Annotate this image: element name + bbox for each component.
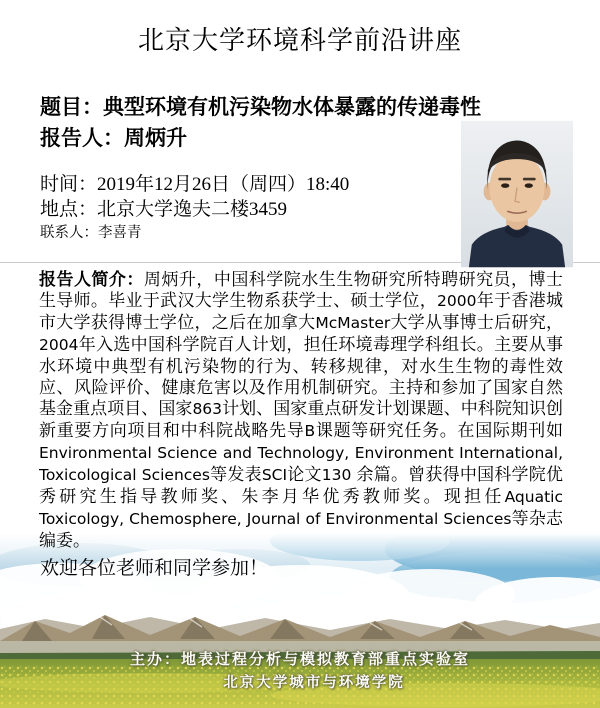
topic-line (40, 91, 481, 121)
eyebrow-left (498, 178, 511, 181)
organizer-line-2: 北京大学城市与环境学院 (223, 675, 405, 691)
eye-left (501, 183, 509, 188)
speaker-value: 周炳升 (124, 126, 187, 150)
welcome-line: 欢迎各位老师和同学参加！ (40, 558, 269, 579)
eye-right (525, 183, 533, 188)
speaker-line (40, 122, 187, 152)
contact-value: 李喜青 (98, 225, 142, 241)
organizer-line-1: 主办：地表过程分析与模拟教育部重点实验室 (129, 652, 470, 668)
venue-label: 地点： (40, 199, 98, 220)
topic-value: 典型环境有机污染物水体暴露的传递毒性 (103, 95, 481, 119)
time-line (40, 169, 349, 196)
eyebrow-right (523, 178, 536, 181)
page-title: 北京大学环境科学前沿讲座 (137, 25, 462, 55)
time-label: 时间： (40, 174, 98, 195)
contact-label: 联系人： (40, 225, 98, 241)
speaker-label: 报告人： (40, 126, 124, 150)
speaker-photo (461, 120, 573, 268)
topic-label: 题目： (40, 95, 103, 119)
speaker-bio: 报告人简介：周炳升，中国科学院水生生物研究所特聘研究员，博士生导师。毕业于武汉大学生物系获学士、硕士学位，2000年于香港城市大学获得博士学位，之后在加拿大McMaster大学从事博士后研究，2004年入选中国科学院百人计划，担任环境毒理学科组长。主要从事水环境中典型有机污染物的行为、转移规律，对水生生物的毒性效应、风险评价、健康危害以及作用机制研究。主持和参加了国家自然基金重点项目、国家863计划、国家重点研发计划课题、中科院知识创新重要方向项目和中科院战略先导B课题等研究任务。在国际期刊如Environmental Science and Technology, Environment International, Toxicological Sciences等发表SCI论文130 余篇。曾获得中国科学院优秀研究生指导教师奖、朱李月华优秀教师奖。现担任Aquatic Toxicology, Chemosphere, Journal of Environmental Sciences等杂志编委。 (39, 270, 564, 550)
venue-value: 北京大学逸夫二楼3459 (97, 199, 288, 220)
venue-line (40, 194, 287, 221)
contact-line (40, 221, 142, 242)
time-value: 2019年12月26日（周四）18:40 (97, 174, 350, 195)
